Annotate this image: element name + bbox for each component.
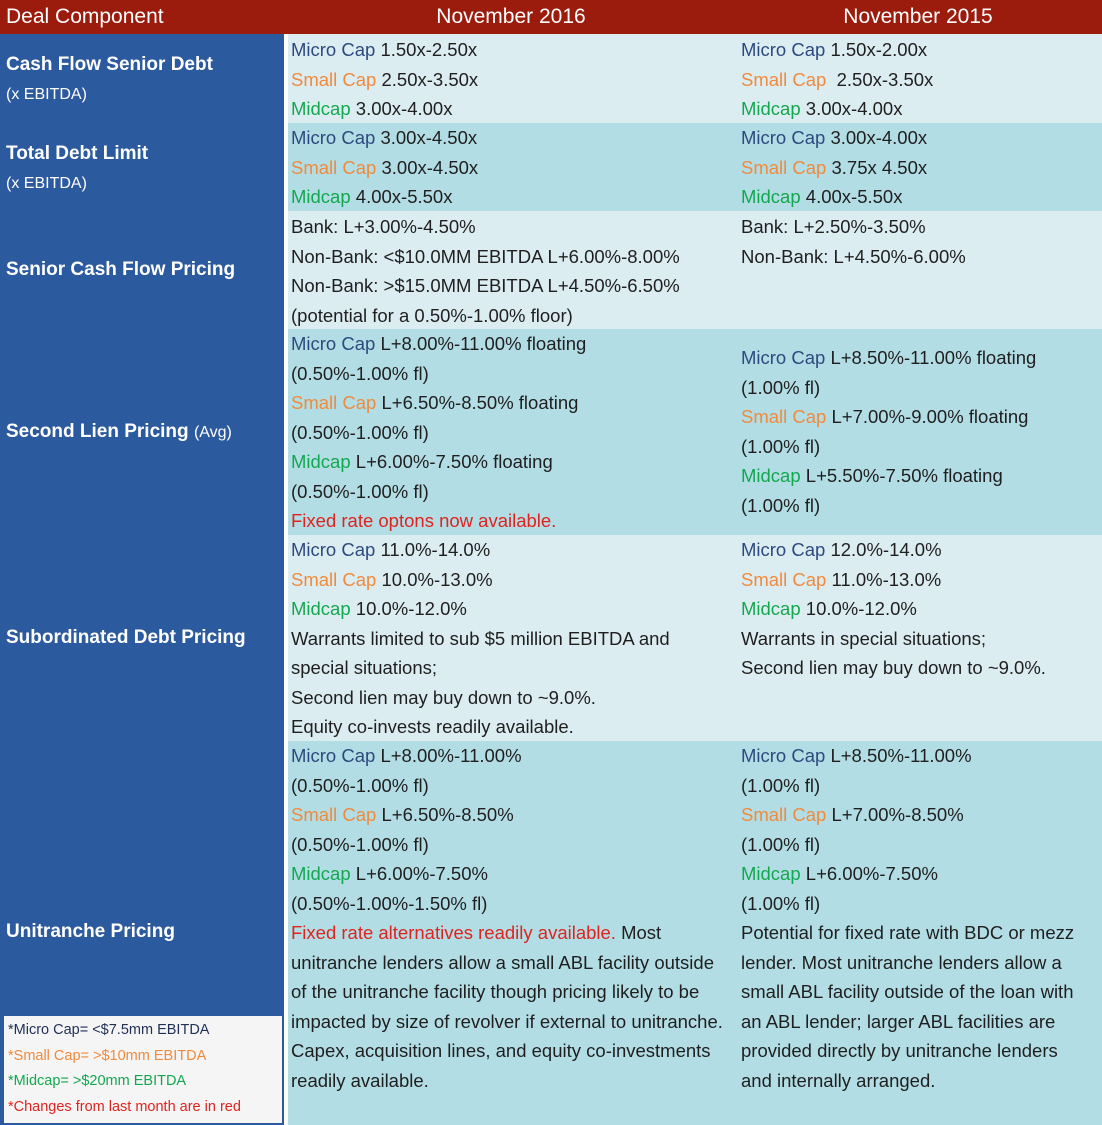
senior-cf-nov2015: Bank: L+2.50%-3.50% Non-Bank: L+4.50%-6.00%: [741, 216, 966, 267]
legend-changes-note: *Changes from last month are in red: [8, 1098, 241, 1115]
row-label-unitranche-pricing: Unitranche Pricing: [6, 921, 175, 942]
row-label-suffix: (Avg): [193, 424, 232, 441]
label-column: [0, 34, 284, 1125]
unitranche-nov2016-rates: Micro Cap L+8.00%-11.00% (0.50%-1.00% fl) Small Cap L+6.50%-8.50% (0.50%-1.00% fl) Midcap L+6.00%-7.50% (0.50%-1.00%-1.50% fl): [291, 745, 522, 914]
row-label-subordinated-debt-pricing: Subordinated Debt Pricing: [6, 627, 246, 648]
header-nov-2015: November 2015: [843, 5, 993, 28]
row-label-senior-cash-flow-pricing: Senior Cash Flow Pricing: [6, 259, 236, 280]
row-label-cash-flow-senior-debt: Cash Flow Senior Debt (x EBITDA): [6, 50, 213, 109]
row-sublabel: (x EBITDA): [6, 85, 87, 103]
legend-micro-cap: *Micro Cap= <$7.5mm EBITDA: [8, 1022, 210, 1038]
row-sublabel: (x EBITDA): [6, 174, 87, 192]
subordinated-nov2016: Micro Cap 11.0%-14.0% Small Cap 10.0%-13.0% Midcap 10.0%-12.0% Warrants limited to sub $5 million EBITDA and special situations; Second lien may buy down to ~9.0%. Equity co-invests readily available.: [291, 539, 670, 737]
subordinated-nov2015: Micro Cap 12.0%-14.0% Small Cap 11.0%-13.0% Midcap 10.0%-12.0% Warrants in special situations; Second lien may buy down to ~9.0%.: [741, 539, 1046, 678]
unitranche-nov2016-text: Fixed rate alternatives readily available. Most unitranche lenders allow a small ABL facility outside of the unitranche facility though pricing likely to be impacted by size of revolver if external to unitranche. Capex, acquisition lines, and equity co-investments readily available.: [291, 922, 723, 1091]
header-nov-2016: November 2016: [436, 5, 586, 28]
cash-flow-nov2016: Micro Cap 1.50x-2.50x Small Cap 2.50x-3.50x Midcap 3.00x-4.00x: [291, 39, 479, 119]
table-header: [0, 0, 1102, 34]
unitranche-nov2015-text: Potential for fixed rate with BDC or mezz lender. Most unitranche lenders allow a small ABL facility outside of the loan with an ABL lender; larger ABL facilities are provided directly by unitranche lenders and internally arranged.: [741, 922, 1075, 1091]
total-debt-nov2016: Micro Cap 3.00x-4.50x Small Cap 3.00x-4.50x Midcap 4.00x-5.50x: [291, 127, 479, 207]
cash-flow-nov2015: Micro Cap 1.50x-2.00x Small Cap 2.50x-3.50x Midcap 3.00x-4.00x: [741, 39, 934, 119]
second-lien-fixed-rate-note: Fixed rate optons now available.: [291, 510, 557, 531]
header-deal-component: Deal Component: [6, 5, 164, 28]
second-lien-nov2015: Micro Cap L+8.50%-11.00% floating (1.00% fl) Small Cap L+7.00%-9.00% floating (1.00% fl) Midcap L+5.50%-7.50% floating (1.00% fl): [741, 347, 1037, 516]
unitranche-nov2015-rates: Micro Cap L+8.50%-11.00% (1.00% fl) Small Cap L+7.00%-8.50% (1.00% fl) Midcap L+6.00%-7.50% (1.00% fl): [741, 745, 972, 914]
row-label-second-lien-pricing: Second Lien Pricing (Avg): [6, 421, 232, 442]
total-debt-nov2015: Micro Cap 3.00x-4.00x Small Cap 3.75x 4.50x Midcap 4.00x-5.50x: [741, 127, 928, 207]
second-lien-nov2016: Micro Cap L+8.00%-11.00% floating (0.50%-1.00% fl) Small Cap L+6.50%-8.50% floating (0.50%-1.00% fl) Midcap L+6.00%-7.50% floating (0.50%-1.00% fl) Fixed rate optons now available.: [291, 329, 586, 536]
legend-small-cap: *Small Cap= >$10mm EBITDA: [8, 1047, 207, 1064]
legend-midcap: *Midcap= >$20mm EBITDA: [8, 1073, 187, 1089]
cap-size-legend: [4, 1016, 282, 1123]
row-label-total-debt-limit: Total Debt Limit (x EBITDA): [6, 139, 148, 198]
senior-cf-nov2016: Bank: L+3.00%-4.50% Non-Bank: <$10.0MM EBITDA L+6.00%-8.00% Non-Bank: >$15.0MM EBITDA L+4.50%-6.50% (potential for a 0.50%-1.00% floor): [291, 216, 680, 326]
